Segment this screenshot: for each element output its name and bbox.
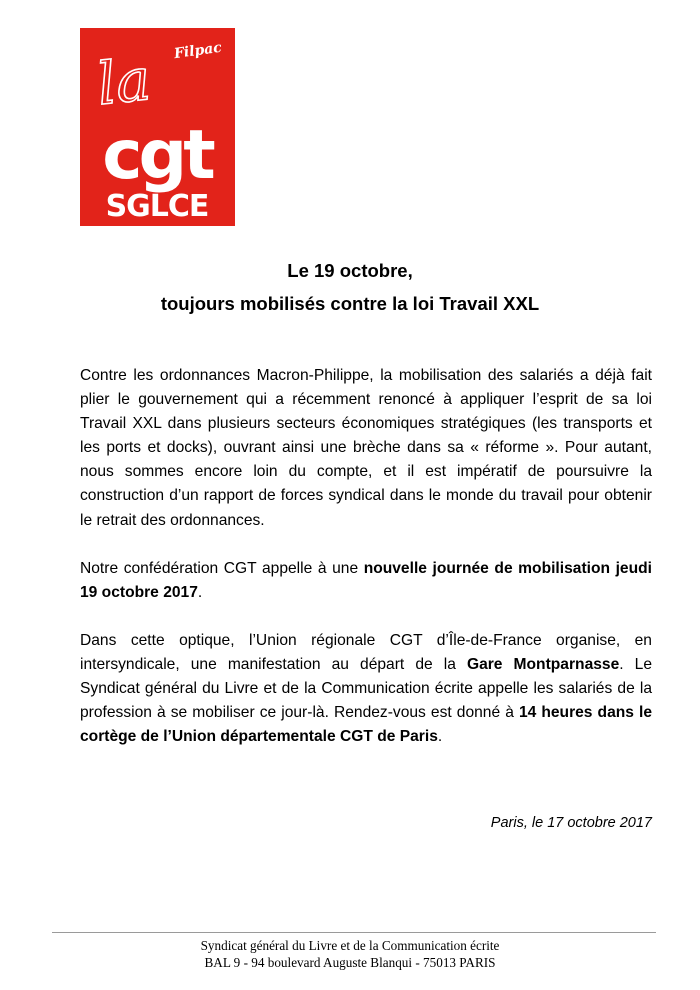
logo-sglce-text: SGLCE <box>105 189 209 224</box>
title-line-1: Le 19 octobre, <box>287 260 413 281</box>
logo-cgt-text: cgt <box>102 116 212 195</box>
logo-la-text: la <box>93 45 154 119</box>
paragraph-intro: Contre les ordonnances Macron-Philippe, la mobilisation des salariés a déjà fait plier le gouvernement qui a récemment renoncé à appliquer l’esprit de sa loi Travail XXL dans plusieurs secteurs économiques stratégiques (les transports et les ports et docks), ouvrant ainsi une brèche dans sa « réforme ». Pour autant, nous sommes encore loin du compte, et il est impératif de poursuivre la construction d’un rapport de forces syndical dans le monde du travail pour obtenir le retrait des ordonnances. <box>80 367 652 529</box>
date-line: Paris, le 17 octobre 2017 <box>490 815 652 831</box>
demo-location: Gare Montparnasse <box>466 655 620 673</box>
cgt-logo-graphic <box>80 28 235 226</box>
paragraph-call <box>80 557 652 605</box>
logo-filpac-text: Filpac <box>173 39 223 63</box>
paragraph-demonstration <box>80 629 652 749</box>
call-end: . <box>197 583 203 601</box>
demo-text-2: . Le Syndicat général du Livre et de la Communication écrite appelle les salariés de la profession à se mobiliser ce jour-là. Rendez-vous est donné à <box>80 655 653 722</box>
call-highlight: nouvelle journée de mobilisation jeudi 19 octobre 2017 <box>80 559 652 601</box>
demo-end: . <box>437 728 443 746</box>
footer <box>0 937 700 971</box>
document-body <box>80 364 652 773</box>
footer-line-1: Syndicat général du Livre et de la Communication écrite <box>200 938 500 953</box>
cgt-sglce-logo <box>80 28 235 226</box>
demo-meeting: 14 heures dans le cortège de l’Union départementale CGT de Paris <box>80 704 652 746</box>
footer-divider <box>52 932 656 933</box>
title-line-2: toujours mobilisés contre la loi Travail XXL <box>160 293 540 314</box>
demo-text-1: Dans cette optique, l’Union régionale CGT d’Île-de-France organise, en intersyndicale, une manifestation au départ de la <box>80 631 652 673</box>
call-text: Notre confédération CGT appelle à une <box>80 559 364 577</box>
footer-line-2: BAL 9 - 94 boulevard Auguste Blanqui - 75013 PARIS <box>204 955 496 970</box>
document-title <box>0 254 700 320</box>
